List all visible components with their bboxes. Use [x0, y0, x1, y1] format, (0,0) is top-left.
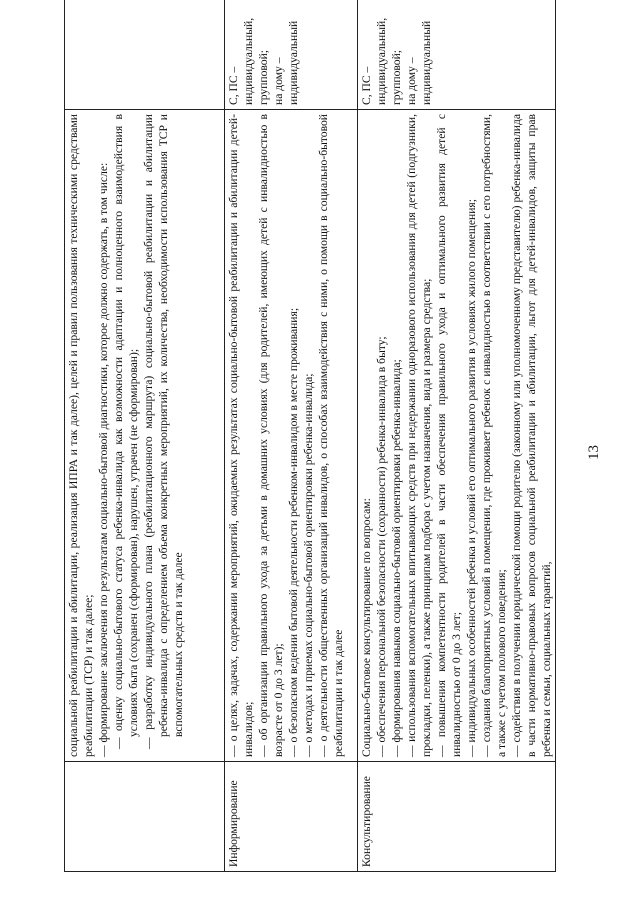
page-number: 13 [586, 445, 602, 460]
table-row [358, 0, 556, 872]
content-line: — содействия в получении юридической помощи родителю (законному или уполномоченному представителю) ребенка-инвалида в части нормативно-правовых вопросов социальной реабилитации и абилитации, льгот для детей-инвалидов, защиты прав ребенка и семьи, социальных гарантий, [510, 114, 553, 757]
content-line: — об организации правильного ухода за детьми в домашних условиях (для родителей, имеющих детей с инвалидностью в возрасте от 0 до 3 лет); [257, 114, 285, 757]
forms-line: на дому – [405, 57, 418, 105]
forms-line: индивидуальный [287, 20, 300, 105]
content-line: — создания благоприятных условий в помещении, где проживает ребенок с инвалидностью в соответствии с его потребностями, а также с учетом полового поведения; [480, 114, 508, 757]
row-name-cell [225, 762, 358, 872]
table-row [225, 0, 358, 872]
content-line: — о деятельности общественных организаций инвалидов, о способах взаимодействия с ними, о помощи в социально-бытовой реабилитации и так далее [317, 114, 345, 757]
forms-line: индивидуальный [420, 20, 433, 105]
content-line: Социально-бытовое консультирование по вопросам: [360, 498, 373, 757]
row-name: Консультирование [360, 776, 373, 867]
row-forms-cell [225, 0, 358, 110]
forms-line: групповой; [390, 49, 403, 105]
services-table [64, 0, 556, 872]
content-line: — формирование заключения по результатам социально-бытовой диагностики, которое должно содержать, в том числе: [97, 162, 110, 757]
forms-line: С, ПС – [227, 66, 240, 105]
forms-line: С, ПС – [360, 66, 373, 105]
forms-line: групповой; [257, 49, 270, 105]
content-line: — о методах и приемах социально-бытовой ориентировки ребенка-инвалида; [302, 373, 315, 757]
content-line: — использования вспомогательных впитывающих средств при недержании одноразового использования для детей (подгузники, прокладки, пеленки), а также принципам подбора с учетом назначения, вида и размера средства; [405, 114, 433, 757]
row-forms-cell [358, 0, 556, 110]
row-content-cell [65, 110, 225, 762]
row-content-cell [225, 110, 358, 762]
table-row [65, 0, 225, 872]
content-line: — оценку социально-бытового статуса ребенка-инвалида как возможности адаптации и полноценного взаимодействия в условиях быта (сохранен (сформирован), нарушен, утрачен (не сформирован); [112, 114, 140, 749]
content-line: — индивидуальных особенностей ребенка и условий его оптимального развития в условиях жилого помещения; [465, 199, 478, 757]
row-name-cell [358, 762, 556, 872]
forms-line: индивидуальный, [242, 17, 255, 105]
content-line: — разработку индивидуального плана (реабилитационного маршрута) социально-бытовой реабилитации и абилитации ребенка-инвалида с определением объема конкретных мероприятий, их количества, необходимости использования ТСР и вспомогательных средств и так далее [142, 114, 185, 749]
content-line: социальной реабилитации и абилитации, реализация ИПРА и так далее), целей и правил пользования техническими средствами реабилитации (ТСР) и так далее; [67, 114, 95, 757]
content-line: — о целях, задачах, содержании мероприятий, ожидаемых результатах социально-бытовой реабилитации и абилитации детей-инвалидов; [227, 114, 255, 757]
forms-line: индивидуальный, [375, 17, 388, 105]
content-line: — формирования навыков социально-бытовой ориентировки ребенка-инвалида; [390, 359, 403, 757]
row-name-cell [65, 762, 225, 872]
content-line: — о безопасном ведении бытовой деятельности ребенком-инвалидом в месте проживания; [287, 307, 300, 757]
row-forms-cell [65, 0, 225, 110]
row-content-cell [358, 110, 556, 762]
forms-line: на дому – [272, 57, 285, 105]
content-line: — обеспечения персональной безопасности (сохранности) ребенка-инвалида в быту; [375, 336, 388, 757]
content-line: — повышения компетентности родителей в части обеспечения правильного ухода и оптимального развития детей с инвалидностью от 0 до 3 лет; [435, 114, 463, 757]
row-name: Информирование [227, 780, 240, 867]
